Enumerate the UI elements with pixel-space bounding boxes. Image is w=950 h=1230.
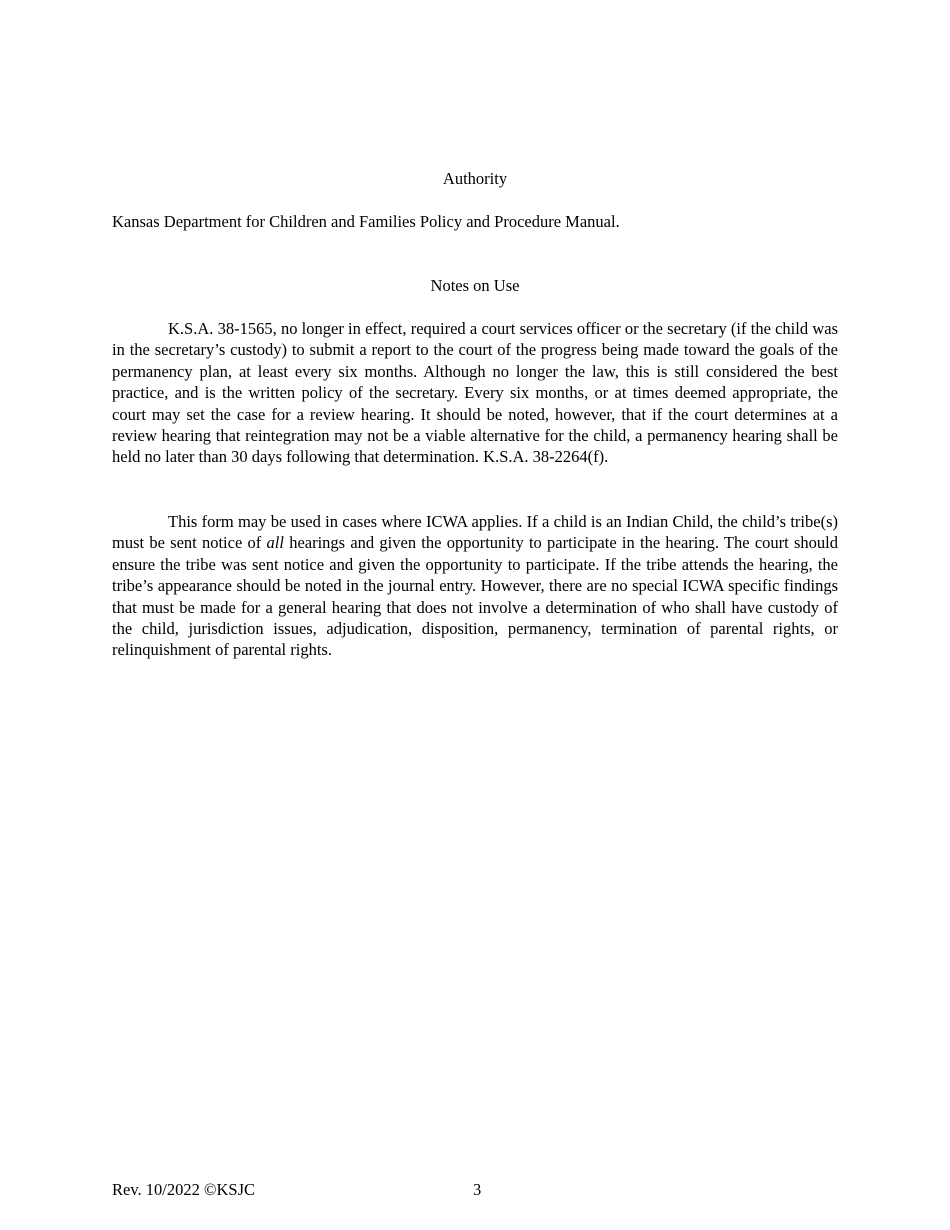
notes-paragraph-2	[112, 511, 838, 661]
authority-heading: Authority	[442, 169, 508, 188]
notes-heading: Notes on Use	[430, 276, 520, 295]
notes-paragraph-1: K.S.A. 38-1565, no longer in effect, required a court services officer or the secretary (if the child was in the secretary’s custody) to submit a report to the court of the progress being made toward the goals of the permanency plan, at least every six months. Although no longer the law, this is still considered the best practice, and is the written policy of the secretary. Every six months, or at times deemed appropriate, the court may set the case for a review hearing. It should be noted, however, that if the court determines at a review hearing that reintegration may not be a viable alternative for the child, a permanency hearing shall be held no later than 30 days following that determination. K.S.A. 38-2264(f).	[112, 319, 838, 467]
emphasis-all: all	[266, 533, 284, 553]
page-number: 3	[473, 1180, 482, 1199]
notes-paragraph-2-end: hearings and given the opportunity to participate in the hearing. The court should ensure the tribe was sent notice and given the opportunity to participate. If the tribe attends the hearing, the tribe’s appearance should be noted in the journal entry. However, there are no special ICWA specific findings that must be made for a general hearing that does not involve a determination of who shall have custody of the child, jurisdiction issues, adjudication, disposition, permanency, termination of parental rights, or relinquishment of parental rights.	[112, 533, 838, 660]
notes-paragraph-2-start: This form may be used in cases where ICWA applies. If a child is an Indian Child, the child’s tribe(s) must be sent notice of	[112, 512, 838, 553]
footer-revision: Rev. 10/2022 ©KSJC	[112, 1180, 256, 1199]
authority-text: Kansas Department for Children and Families Policy and Procedure Manual.	[112, 212, 620, 231]
